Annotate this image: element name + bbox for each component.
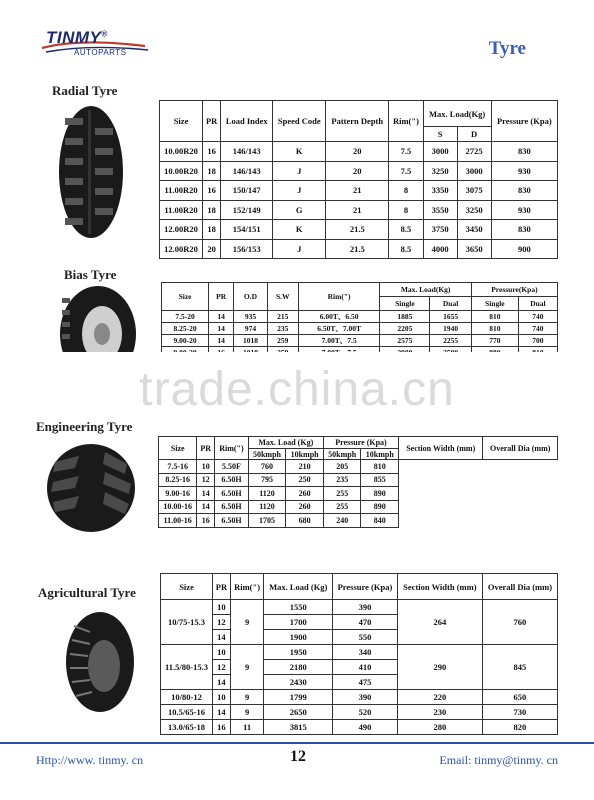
table-cell: 2575 [380,335,430,347]
table-cell: 1950 [264,645,333,660]
table-cell: 9.00-16 [159,487,197,501]
table-cell: 700 [518,335,557,347]
table-cell: 8 [389,181,423,201]
watermark: trade.china.cn [139,363,455,416]
table-cell: 3815 [264,720,333,735]
table-row [162,335,558,347]
table-cell: 280 [397,720,482,735]
table-row [160,142,558,162]
table-cell: 390 [333,690,398,705]
table-cell: 10 [213,690,231,705]
table-cell: 10 [213,600,231,615]
table-cell: 1120 [248,500,286,514]
table-cell: 1655 [430,311,472,323]
table-cell: 3000 [457,161,491,181]
table-cell: 3550 [423,200,457,220]
radial-tyre-table [159,100,558,259]
table-row [162,323,558,335]
table-row [160,220,558,240]
table-cell: 250 [286,473,324,487]
table-cell: 7.00T、7.5 [298,335,380,347]
table-cell: 12.00R20 [160,220,203,240]
table-cell: 260 [286,500,324,514]
table-row [159,500,558,514]
logo-subtitle: AUTOPARTS [74,48,127,57]
table-cell: 12 [213,660,231,675]
logo-name: TINMY® [46,28,108,47]
table-cell: 550 [333,630,398,645]
table-cell: 8.25-16 [159,473,197,487]
table-cell: 3450 [457,220,491,240]
table-cell: 1885 [380,311,430,323]
table-row [160,161,558,181]
table-cell: 210 [286,460,324,474]
engineering-tyre-table [158,436,558,528]
table-cell: 974 [234,323,267,335]
table-cell: 11 [230,720,264,735]
table-cell: 680 [286,514,324,528]
table-cell: 154/151 [221,220,273,240]
table-cell: 10/80-12 [161,690,213,705]
table-cell: 1550 [264,600,333,615]
table-cell: 830 [491,142,557,162]
table-cell: 1799 [264,690,333,705]
table-cell: 4000 [423,239,457,259]
col-max-load: Max. Load (Kg) [248,437,323,449]
table-cell: 14 [213,705,231,720]
agricultural-section-title: Agricultural Tyre [38,585,136,600]
col-pr: PR [213,574,231,600]
table-cell: 740 [518,323,557,335]
table-row [160,239,558,259]
table-cell: 220 [397,690,482,705]
table-cell: 520 [333,705,398,720]
bias-tyre-icon [58,284,136,356]
table-row [161,600,558,615]
table-cell: 14 [213,630,231,645]
table-cell: 1018 [234,335,267,347]
table-cell: 760 [248,460,286,474]
table-cell: 1900 [264,630,333,645]
table-cell: 7.5 [389,161,423,181]
table-cell: 10.5/65-16 [161,705,213,720]
table-cell: 14 [197,487,215,501]
col-load-10: 10kmph [286,449,324,460]
table-cell: 205 [323,460,361,474]
table-cell: 650 [482,690,557,705]
agricultural-tyre-icon [60,610,136,714]
table-cell: 255 [323,487,361,501]
table-cell: 255 [323,500,361,514]
table-cell: 21 [326,200,389,220]
table-row [161,645,558,660]
table-cell: 18 [203,161,221,181]
table-cell: 795 [248,473,286,487]
table-cell: 810 [471,311,518,323]
footer-divider [0,742,594,744]
col-pattern-depth: Pattern Depth [326,101,389,142]
table-cell: 8.25-20 [162,323,209,335]
table-cell: 235 [267,323,298,335]
agricultural-tyre-table [160,573,558,735]
table-cell: 11.00R20 [160,181,203,201]
bias-tyre-table [161,282,558,359]
table-cell: 6.50H [215,500,249,514]
col-pressure: Pressure(Kpa) [471,283,557,297]
table-cell: 6.50H [215,487,249,501]
col-max-load: Max. Load(Kg) [380,283,471,297]
table-cell: 290 [397,645,482,690]
col-overall-dia: Overall Dia (mm) [483,437,558,460]
table-cell: 21.5 [326,220,389,240]
footer-website: Http://www. tinmy. cn [36,753,144,767]
col-section-width: Section Width (mm) [399,437,483,460]
table-cell: 20 [326,142,389,162]
table-cell: 18 [203,220,221,240]
table-cell: 2430 [264,675,333,690]
col-pr: PR [197,437,215,460]
table-cell: 235 [323,473,361,487]
table-cell: 890 [361,487,399,501]
table-cell: 10.00-16 [159,500,197,514]
col-od: O.D [234,283,267,311]
table-cell: 730 [482,705,557,720]
table-cell: K [273,142,326,162]
radial-section-title: Radial Tyre [52,83,118,98]
col-pr: PR [203,101,221,142]
table-cell: 9 [230,645,264,690]
col-d: D [457,127,491,142]
table-cell: 14 [197,500,215,514]
table-cell: 8.5 [389,220,423,240]
engineering-section-title: Engineering Tyre [36,419,133,434]
bias-section-title: Bias Tyre [64,267,117,282]
table-cell: 13.0/65-18 [161,720,213,735]
table-cell: 935 [234,311,267,323]
col-pressure-50: 50kmph [323,449,361,460]
table-cell: 14 [209,323,234,335]
table-row [159,514,558,528]
table-cell: 7.5-20 [162,311,209,323]
table-cell: 12.00R20 [160,239,203,259]
table-row [160,181,558,201]
table-cell: G [273,200,326,220]
table-cell: 2650 [264,705,333,720]
table-cell: 21 [326,181,389,201]
page-heading: Tyre [488,38,526,59]
col-pressure-10: 10kmph [361,449,399,460]
table-cell: 410 [333,660,398,675]
col-pressure-single: Single [471,297,518,311]
col-pressure: Pressure (Kpa) [333,574,398,600]
table-cell: 6.00T、6.50 [298,311,380,323]
col-overall-dia: Overall Dia (mm) [482,574,557,600]
table-cell: J [273,161,326,181]
table-cell: 1940 [430,323,472,335]
table-cell: 260 [286,487,324,501]
table-cell: 820 [482,720,557,735]
table-cell: 14 [209,311,234,323]
col-rim: Rim(") [389,101,423,142]
col-load-50: 50kmph [248,449,286,460]
table-cell: 740 [518,311,557,323]
table-cell: 240 [323,514,361,528]
table-cell: 215 [267,311,298,323]
table-cell: 930 [491,161,557,181]
col-max-load: Max. Load (Kg) [264,574,333,600]
table-cell: 259 [267,335,298,347]
table-cell: 855 [361,473,399,487]
table-cell: 3000 [423,142,457,162]
table-cell: 16 [203,142,221,162]
table-cell: 12 [197,473,215,487]
col-rim: Rim(") [230,574,264,600]
col-section-width: Section Width (mm) [397,574,482,600]
table-cell: 150/147 [221,181,273,201]
col-pressure: Pressure (Kpa) [491,101,557,142]
col-max-load: Max. Load(Kg) [423,101,491,127]
table-cell: 156/153 [221,239,273,259]
col-load-index: Load Index [221,101,273,142]
col-size: Size [160,101,203,142]
table-cell: 6.50T、7.00T [298,323,380,335]
col-rim: Rim(") [298,283,380,311]
table-cell: 20 [326,161,389,181]
footer-email: Email: tinmy@tinmy. cn [439,753,558,767]
table-row [159,460,558,474]
table-cell: 900 [491,239,557,259]
table-row [161,720,558,735]
table-cell: 810 [471,323,518,335]
table-cell: 470 [333,615,398,630]
table-cell: 10.00R20 [160,161,203,181]
table-row [161,705,558,720]
engineering-tyre-icon [45,442,137,534]
col-rim: Rim(") [215,437,249,460]
table-cell: 2205 [380,323,430,335]
table-cell: 20 [203,239,221,259]
table-cell: J [273,239,326,259]
table-cell: 9 [230,600,264,645]
table-cell: 14 [213,675,231,690]
table-cell: 475 [333,675,398,690]
table-row [159,487,558,501]
table-cell: 10/75-15.3 [161,600,213,645]
table-cell: 10 [197,460,215,474]
col-pr: PR [209,283,234,311]
table-cell: 930 [491,200,557,220]
table-cell: K [273,220,326,240]
col-pressure: Pressure (Kpa) [323,437,398,449]
table-cell: 9 [230,705,264,720]
table-cell: 7.5 [389,142,423,162]
table-cell: 1700 [264,615,333,630]
table-cell: 1705 [248,514,286,528]
table-cell: 12 [213,615,231,630]
table-cell: 830 [491,181,557,201]
table-cell: 5.50F [215,460,249,474]
table-cell: 21.5 [326,239,389,259]
table-cell: J [273,181,326,201]
radial-tyre-icon [55,104,127,240]
col-size: Size [159,437,197,460]
col-size: Size [161,574,213,600]
table-cell: 9.00-20 [162,335,209,347]
table-cell: 2725 [457,142,491,162]
table-cell: 770 [471,335,518,347]
table-cell: 390 [333,600,398,615]
table-cell: 18 [203,200,221,220]
table-cell: 8 [389,200,423,220]
table-cell: 810 [361,460,399,474]
table-cell: 840 [361,514,399,528]
table-cell: 3250 [457,200,491,220]
table-cell: 14 [209,335,234,347]
col-speed-code: Speed Code [273,101,326,142]
table-row [162,311,558,323]
col-pressure-dual: Dual [518,297,557,311]
table-cell: 3075 [457,181,491,201]
table-cell: 146/143 [221,161,273,181]
table-cell: 152/149 [221,200,273,220]
col-load-single: Single [380,297,430,311]
table-cell: 10 [213,645,231,660]
table-cell: 11.5/80-15.3 [161,645,213,690]
company-logo [40,28,150,66]
table-row [161,690,558,705]
col-s: S [423,127,457,142]
table-cell: 490 [333,720,398,735]
col-sw: S.W [267,283,298,311]
table-cell: 16 [203,181,221,201]
table-cell: 3750 [423,220,457,240]
page-number: 12 [290,748,306,765]
table-cell: 7.5-16 [159,460,197,474]
table-cell: 845 [482,645,557,690]
table-cell: 760 [482,600,557,645]
table-cell: 11.00-16 [159,514,197,528]
table-cell: 16 [213,720,231,735]
table-cell: 146/143 [221,142,273,162]
table-cell: 890 [361,500,399,514]
table-cell: 6.50H [215,514,249,528]
table-cell: 10.00R20 [160,142,203,162]
table-cell: 230 [397,705,482,720]
table-cell: 3650 [457,239,491,259]
table-cell: 11.00R20 [160,200,203,220]
table-cell: 6.50H [215,473,249,487]
table-cell: 3350 [423,181,457,201]
table-cell: 2255 [430,335,472,347]
table-row [159,473,558,487]
col-load-dual: Dual [430,297,472,311]
table-row [160,200,558,220]
table-cell: 9 [230,690,264,705]
table-cell: 264 [397,600,482,645]
table-cell: 1120 [248,487,286,501]
table-cell: 2180 [264,660,333,675]
col-size: Size [162,283,209,311]
table-cell: 8.5 [389,239,423,259]
table-cell: 340 [333,645,398,660]
table-cell: 830 [491,220,557,240]
table-cell: 16 [197,514,215,528]
table-cell: 3250 [423,161,457,181]
